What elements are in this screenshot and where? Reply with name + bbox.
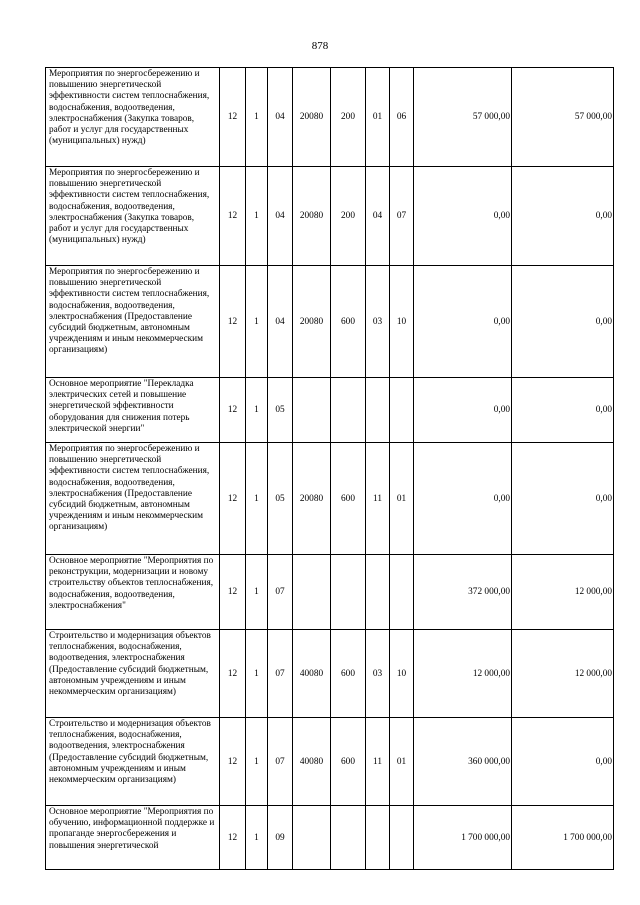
code-cell: 12 (220, 266, 246, 378)
code-cell: 12 (220, 555, 246, 630)
code-cell (331, 378, 366, 443)
code-cell (331, 806, 366, 870)
code-cell: 01 (390, 718, 414, 806)
table-row (46, 555, 614, 630)
code-cell: 12 (220, 718, 246, 806)
row-description: Мероприятия по энергосбережению и повышению энергетической эффективности систем теплоснабжения, водоснабжения, водоотведения, электроснабжения (Закупка товаров, работ и услуг для государственных (муниципальных) нужд) (46, 68, 220, 167)
code-cell (331, 555, 366, 630)
code-cell: 12 (220, 806, 246, 870)
code-cell: 600 (331, 266, 366, 378)
amount-cell: 0,00 (512, 378, 614, 443)
code-cell: 05 (268, 443, 293, 555)
code-cell: 04 (366, 167, 390, 266)
row-description: Строительство и модернизация объектов теплоснабжения, водоснабжения, водоотведения, электроснабжения (Предоставление субсидий бюджетным, автономным учреждениям и иным некоммерческим организациям) (46, 718, 220, 806)
table-row (46, 630, 614, 718)
code-cell: 01 (366, 68, 390, 167)
code-cell: 11 (366, 718, 390, 806)
row-description: Основное мероприятие "Мероприятия по реконструкции, модернизации и новому строительству объектов теплоснабжения, водоснабжения, водоотведения, электроснабжения" (46, 555, 220, 630)
table-row (46, 68, 614, 167)
code-cell (366, 378, 390, 443)
table-row (46, 443, 614, 555)
amount-cell: 360 000,00 (414, 718, 512, 806)
amount-cell: 0,00 (414, 167, 512, 266)
amount-cell: 57 000,00 (414, 68, 512, 167)
code-cell: 12 (220, 167, 246, 266)
code-cell: 07 (268, 718, 293, 806)
page-number: 878 (311, 40, 329, 52)
amount-cell: 1 700 000,00 (512, 806, 614, 870)
code-cell: 04 (268, 167, 293, 266)
amount-cell: 0,00 (414, 378, 512, 443)
code-cell: 04 (268, 68, 293, 167)
budget-table (45, 67, 614, 870)
row-description: Мероприятия по энергосбережению и повышению энергетической эффективности систем теплоснабжения, водоснабжения, водоотведения, электроснабжения (Предоставление субсидий бюджетным, автономным учреждениям и иным некоммерческим организациям) (46, 266, 220, 378)
code-cell: 20080 (293, 68, 331, 167)
code-cell (293, 555, 331, 630)
amount-cell: 0,00 (512, 718, 614, 806)
amount-cell: 12 000,00 (414, 630, 512, 718)
amount-cell: 0,00 (414, 266, 512, 378)
code-cell: 03 (366, 266, 390, 378)
amount-cell: 0,00 (512, 443, 614, 555)
code-cell: 1 (246, 443, 268, 555)
code-cell: 06 (390, 68, 414, 167)
row-description: Мероприятия по энергосбережению и повышению энергетической эффективности систем теплоснабжения, водоснабжения, водоотведения, электроснабжения (Закупка товаров, работ и услуг для государственных (муниципальных) нужд) (46, 167, 220, 266)
code-cell: 1 (246, 718, 268, 806)
code-cell (366, 555, 390, 630)
code-cell: 20080 (293, 167, 331, 266)
row-description: Строительство и модернизация объектов теплоснабжения, водоснабжения, водоотведения, электроснабжения (Предоставление субсидий бюджетным, автономным учреждениям и иным некоммерческим организациям) (46, 630, 220, 718)
table-row (46, 806, 614, 870)
code-cell (390, 806, 414, 870)
amount-cell: 12 000,00 (512, 555, 614, 630)
code-cell (390, 555, 414, 630)
code-cell: 12 (220, 630, 246, 718)
code-cell: 12 (220, 68, 246, 167)
code-cell: 1 (246, 555, 268, 630)
code-cell (293, 806, 331, 870)
code-cell (390, 378, 414, 443)
amount-cell: 57 000,00 (512, 68, 614, 167)
code-cell: 09 (268, 806, 293, 870)
code-cell: 600 (331, 718, 366, 806)
code-cell: 12 (220, 443, 246, 555)
code-cell: 1 (246, 378, 268, 443)
amount-cell: 0,00 (512, 167, 614, 266)
code-cell: 40080 (293, 630, 331, 718)
code-cell: 10 (390, 266, 414, 378)
row-description: Мероприятия по энергосбережению и повышению энергетической эффективности систем теплоснабжения, водоснабжения, водоотведения, электроснабжения (Предоставление субсидий бюджетным, автономным учреждениям и иным некоммерческим организациям) (46, 443, 220, 555)
code-cell (293, 378, 331, 443)
code-cell: 07 (390, 167, 414, 266)
code-cell: 03 (366, 630, 390, 718)
table-row (46, 378, 614, 443)
code-cell: 10 (390, 630, 414, 718)
row-description: Основное мероприятие "Перекладка электрических сетей и повышение энергетической эффективности оборудования для снижения потерь электрической энергии" (46, 378, 220, 443)
amount-cell: 372 000,00 (414, 555, 512, 630)
code-cell: 12 (220, 378, 246, 443)
code-cell: 200 (331, 167, 366, 266)
amount-cell: 12 000,00 (512, 630, 614, 718)
code-cell: 1 (246, 630, 268, 718)
code-cell: 07 (268, 630, 293, 718)
code-cell: 20080 (293, 266, 331, 378)
code-cell: 05 (268, 378, 293, 443)
code-cell: 1 (246, 167, 268, 266)
code-cell: 11 (366, 443, 390, 555)
code-cell: 600 (331, 630, 366, 718)
code-cell (366, 806, 390, 870)
table-row (46, 718, 614, 806)
code-cell: 1 (246, 68, 268, 167)
amount-cell: 1 700 000,00 (414, 806, 512, 870)
code-cell: 01 (390, 443, 414, 555)
amount-cell: 0,00 (512, 266, 614, 378)
table-row (46, 266, 614, 378)
table-row (46, 167, 614, 266)
code-cell: 1 (246, 266, 268, 378)
code-cell: 20080 (293, 443, 331, 555)
code-cell: 600 (331, 443, 366, 555)
code-cell: 200 (331, 68, 366, 167)
code-cell: 1 (246, 806, 268, 870)
code-cell: 07 (268, 555, 293, 630)
amount-cell: 0,00 (414, 443, 512, 555)
row-description: Основное мероприятие "Мероприятия по обучению, информационной поддержке и пропаганде энергосбережения и повышения энергетической (46, 806, 220, 870)
code-cell: 04 (268, 266, 293, 378)
code-cell: 40080 (293, 718, 331, 806)
